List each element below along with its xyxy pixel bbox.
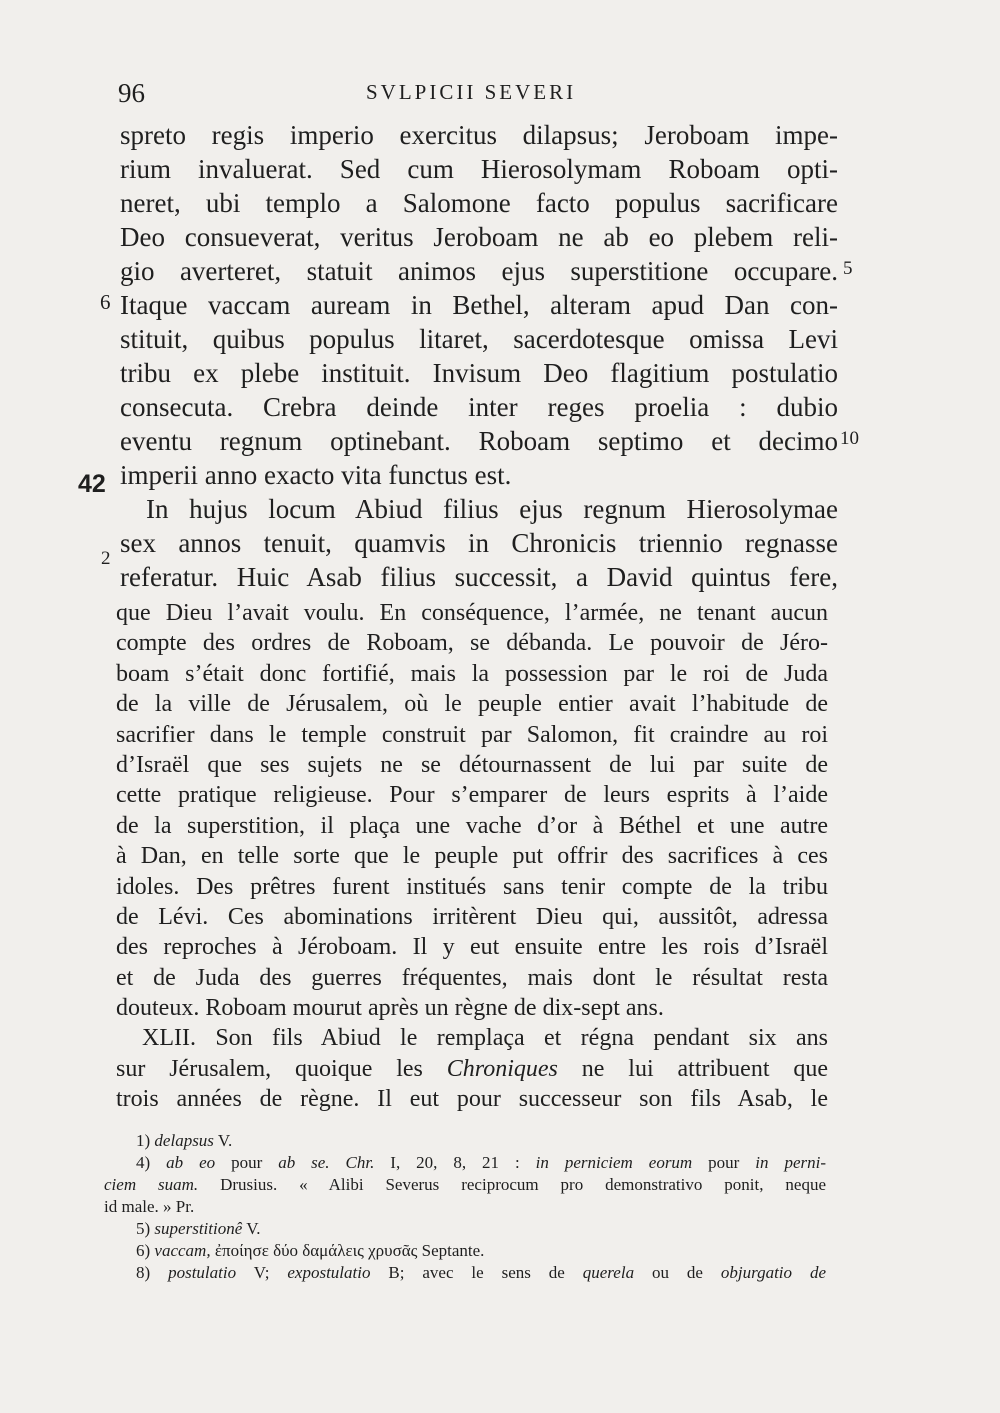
french-line: boam s’était donc fortifié, mais la possession par le roi de Juda	[116, 660, 828, 687]
note-marker: 5)	[136, 1219, 155, 1238]
french-line: de la ville de Jérusalem, où le peuple entier avait l’habitude de	[116, 691, 828, 718]
note-italic: in perniciem eorum	[535, 1153, 693, 1172]
footnote-5	[104, 1218, 826, 1240]
latin-text	[120, 118, 838, 594]
chapter-number: 42	[78, 470, 106, 498]
footnote-8	[104, 1262, 826, 1284]
note-text: ou de	[634, 1263, 721, 1282]
note-text: V.	[242, 1219, 261, 1238]
verse-number-2: 2	[101, 548, 111, 569]
latin-line: sex annos tenuit, quamvis in Chronicis triennio regnasse	[120, 528, 838, 558]
footnote-1	[104, 1130, 826, 1152]
note-marker: 1)	[136, 1131, 155, 1150]
french-line: à Dan, en telle sorte que le peuple put offrir des sacrifices à ces	[116, 843, 828, 870]
note-text: I, 20, 8, 21 :	[374, 1153, 536, 1172]
text-run: sur Jérusalem, quoique les	[116, 1055, 447, 1082]
note-italic: ciem suam.	[104, 1175, 199, 1194]
running-title: SVLPICII SEVERI	[366, 80, 577, 104]
note-text: B; avec le sens de	[370, 1263, 583, 1282]
french-line: et de Juda des guerres fréquentes, mais dont le résultat resta	[116, 964, 828, 991]
latin-line: tribu ex plebe instituit. Invisum Deo flagitium postulatio	[120, 358, 838, 388]
latin-line: gio averteret, statuit animos ejus superstitione occupare.	[120, 256, 838, 286]
french-translation	[116, 598, 828, 1115]
note-text: V;	[236, 1263, 288, 1282]
page-number: 96	[118, 78, 145, 108]
french-line: de Lévi. Ces abominations irritèrent Dieu qui, aussitôt, adressa	[116, 903, 828, 930]
note-italic: superstitionê	[154, 1219, 243, 1238]
note-italic: expostulatio	[287, 1263, 371, 1282]
footnote-6	[104, 1240, 826, 1262]
french-line: douteux. Roboam mourut après un règne de dix-sept ans.	[116, 995, 664, 1022]
latin-line: spreto regis imperio exercitus dilapsus; Jeroboam impe-	[120, 120, 838, 150]
french-line: compte des ordres de Roboam, se débanda. Le pouvoir de Jéro-	[116, 630, 828, 657]
note-text: ἐποίησε δύο δαμάλεις χρυσᾶς Septante.	[210, 1241, 485, 1260]
note-italic: in perni-	[755, 1153, 826, 1172]
note-marker: 6)	[136, 1241, 155, 1260]
french-line: idoles. Des prêtres furent institués sans tenir compte de la tribu	[116, 873, 828, 900]
note-italic: ab se. Chr.	[278, 1153, 375, 1172]
latin-line: imperii anno exacto vita functus est.	[120, 460, 512, 490]
note-italic: ab eo	[166, 1153, 216, 1172]
french-line: de la superstition, il plaça une vache d’or à Béthel et une autre	[116, 812, 828, 839]
latin-line: neret, ubi templo a Salomone facto populus sacrificare	[120, 188, 838, 218]
text-run: ne lui attribuent que	[557, 1055, 829, 1082]
footnote-4-cont	[104, 1174, 826, 1196]
note-marker: 8)	[136, 1263, 169, 1282]
line-number-10: 10	[840, 428, 859, 449]
verse-number-6: 6	[100, 290, 111, 314]
line-number-5: 5	[843, 258, 853, 279]
book-title-chroniques: Chroniques	[446, 1055, 558, 1082]
latin-line: stituit, quibus populus litaret, sacerdotesque omissa Levi	[120, 324, 838, 354]
note-marker: 4)	[136, 1153, 167, 1172]
latin-line: Itaque vaccam auream in Bethel, alteram apud Dan con-	[120, 290, 838, 320]
footnotes	[104, 1130, 826, 1284]
latin-line: rium invaluerat. Sed cum Hierosolymam Roboam opti-	[120, 154, 838, 184]
french-line: trois années de règne. Il eut pour successeur son fils Asab, le	[116, 1086, 828, 1113]
french-line	[116, 1054, 828, 1084]
note-italic: postulatio	[168, 1263, 237, 1282]
latin-line: Deo consueverat, veritus Jeroboam ne ab eo plebem reli-	[120, 222, 838, 252]
latin-line: referatur. Huic Asab filius successit, a David quintus fere,	[120, 562, 838, 592]
latin-line: eventu regnum optinebant. Roboam septimo et decimo	[120, 426, 838, 456]
french-line: sacrifier dans le temple construit par Salomon, fit craindre au roi	[116, 721, 828, 748]
note-text: V.	[213, 1131, 233, 1150]
french-line: que Dieu l’avait voulu. En conséquence, l’armée, ne tenant aucun	[116, 600, 828, 626]
note-text: pour	[215, 1153, 279, 1172]
french-line: d’Israël que ses sujets ne se détournassent de lui par suite de	[116, 751, 828, 778]
note-text: pour	[692, 1153, 756, 1172]
note-italic: querela	[582, 1263, 635, 1282]
footnote-4	[104, 1152, 826, 1174]
latin-line: In hujus locum Abiud filius ejus regnum Hierosolymae	[146, 494, 838, 524]
latin-line: consecuta. Crebra deinde inter reges proelia : dubio	[120, 392, 838, 422]
note-italic: objurgatio de	[720, 1263, 826, 1282]
note-text: Drusius. « Alibi Severus reciprocum pro demonstrativo ponit, neque	[198, 1175, 826, 1194]
footnote-4-cont: id male. » Pr.	[104, 1197, 195, 1216]
note-italic: delapsus	[154, 1131, 214, 1150]
note-italic: vaccam,	[154, 1241, 211, 1260]
french-line: cette pratique religieuse. Pour s’emparer de leurs esprits à l’aide	[116, 782, 828, 809]
french-line: des reproches à Jéroboam. Il y eut ensuite entre les rois d’Israël	[116, 934, 828, 961]
french-line: XLII. Son fils Abiud le remplaça et régna pendant six ans	[142, 1025, 828, 1052]
